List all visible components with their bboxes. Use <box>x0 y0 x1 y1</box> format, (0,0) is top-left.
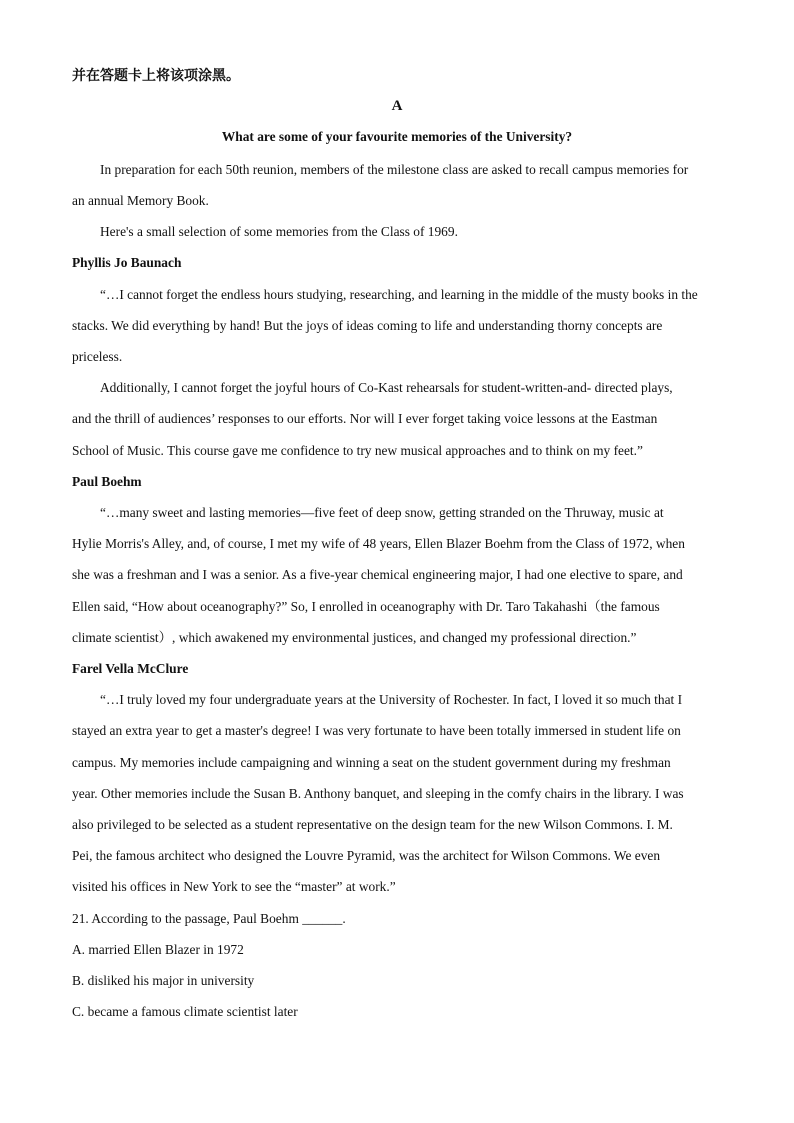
paul-line-2: Hylie Morris's Alley, and, of course, I met my wife of 48 years, Ellen Blazer Boehm from the Class of 1972, when <box>72 536 685 551</box>
paul-line-5: climate scientist）, which awakened my environmental justices, and changed my professional direction.” <box>72 630 637 645</box>
paul-line-1: “…many sweet and lasting memories—five feet of deep snow, getting stranded on the Thruway, music at <box>100 505 664 520</box>
phyllis-line-4: Additionally, I cannot forget the joyful hours of Co-Kast rehearsals for student-written-and- directed plays, <box>100 380 673 395</box>
question-stem: 21. According to the passage, Paul Boehm ______. <box>72 911 346 926</box>
farel-line-4: year. Other memories include the Susan B. Anthony banquet, and sleeping in the comfy chairs in the library. I was <box>72 786 684 801</box>
question-option-c: C. became a famous climate scientist later <box>72 1004 298 1019</box>
intro-line-3: Here's a small selection of some memories from the Class of 1969. <box>100 224 458 239</box>
farel-line-2: stayed an extra year to get a master's degree! I was very fortunate to have been totally immersed in student life on <box>72 723 681 738</box>
phyllis-line-1: “…I cannot forget the endless hours studying, researching, and learning in the middle of the musty books in the <box>100 287 698 302</box>
intro-line-2: an annual Memory Book. <box>72 193 209 208</box>
speaker-name-farel: Farel Vella McClure <box>72 661 189 676</box>
question-option-b: B. disliked his major in university <box>72 973 255 988</box>
phyllis-line-6: School of Music. This course gave me confidence to try new musical approaches and to think on my feet.” <box>72 443 643 458</box>
phyllis-line-5: and the thrill of audiences’ responses to our efforts. Nor will I ever forget taking voice lessons at the Eastman <box>72 411 658 426</box>
farel-line-5: also privileged to be selected as a student representative on the design team for the new Wilson Commons. I. M. <box>72 817 673 832</box>
farel-line-3: campus. My memories include campaigning and winning a seat on the student government during my freshman <box>72 755 671 770</box>
farel-line-7: visited his offices in New York to see the “master” at work.” <box>72 879 396 894</box>
intro-line-1: In preparation for each 50th reunion, members of the milestone class are asked to recall campus memories for <box>100 162 689 177</box>
section-letter: A <box>391 98 403 114</box>
phyllis-line-3: priceless. <box>72 349 123 364</box>
speaker-name-paul: Paul Boehm <box>72 474 142 489</box>
paul-line-3: she was a freshman and I was a senior. As a five-year chemical engineering major, I had one elective to spare, and <box>72 567 683 582</box>
speaker-name-phyllis: Phyllis Jo Baunach <box>72 255 182 270</box>
farel-line-1: “…I truly loved my four undergraduate years at the University of Rochester. In fact, I loved it so much that I <box>100 692 683 707</box>
passage-title: What are some of your favourite memories of the University? <box>221 129 573 144</box>
paul-line-4: Ellen said, “How about oceanography?” So, I enrolled in oceanography with Dr. Taro Takahashi（the famous <box>72 599 660 614</box>
question-option-a: A. married Ellen Blazer in 1972 <box>72 942 244 957</box>
answer-sheet-instruction: 并在答题卡上将该项涂黑。 <box>72 68 240 84</box>
farel-line-6: Pei, the famous architect who designed the Louvre Pyramid, was the architect for Wilson Commons. We even <box>72 848 661 863</box>
phyllis-line-2: stacks. We did everything by hand! But the joys of ideas coming to life and understanding thorny concepts are <box>72 318 663 333</box>
